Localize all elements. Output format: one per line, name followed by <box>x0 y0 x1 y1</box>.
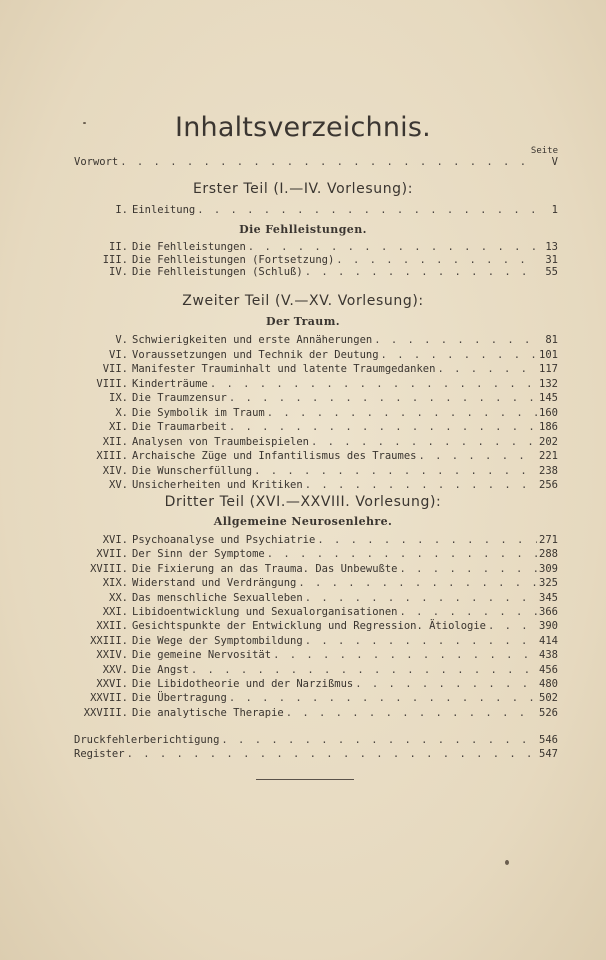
leader-dots <box>305 591 537 605</box>
leader-dots <box>273 648 537 662</box>
leader-dots <box>311 435 537 449</box>
toc-entry-page: 325 <box>539 577 558 589</box>
toc-entry[interactable] <box>74 605 558 619</box>
toc-entry-label: Die Fixierung an das Trauma. Das Unbewußte <box>132 563 398 575</box>
leader-dots <box>210 377 537 391</box>
toc-entry-label: Die Traumzensur <box>132 392 227 404</box>
toc-entry-label: Manifester Trauminhalt und latente Traumgedanken <box>132 363 436 375</box>
paper-speck <box>83 122 86 124</box>
lecture-number: XVII. <box>96 548 128 560</box>
leader-dots <box>229 691 537 705</box>
toc-entry-label: Die gemeine Nervosität <box>132 649 272 661</box>
lecture-number: XXI. <box>102 606 128 618</box>
toc-entry-page: 160 <box>539 407 558 419</box>
toc-entry-vorwort[interactable] <box>74 155 558 169</box>
toc-entry-label: Das menschliche Sexualleben <box>132 592 303 604</box>
toc-entry[interactable] <box>74 240 558 254</box>
toc-entry-label: Die Wunscherfüllung <box>132 465 253 477</box>
toc-entry-page: 101 <box>539 349 558 361</box>
lecture-number: XIX. <box>102 577 128 589</box>
toc-entry-page: 438 <box>539 649 558 661</box>
toc-entry[interactable] <box>74 562 558 576</box>
toc-entry-page: 366 <box>539 606 558 618</box>
toc-entry-page: 547 <box>539 748 558 760</box>
leader-dots <box>254 464 537 478</box>
toc-entry-page: 502 <box>539 692 558 704</box>
toc-entry-page: 480 <box>539 678 558 690</box>
toc-entry-page: 414 <box>539 635 558 647</box>
toc-entry-label: Die analytische Therapie <box>132 707 284 719</box>
toc-entry-label: Gesichtspunkte der Entwicklung und Regression. Ätiologie <box>132 620 487 632</box>
leader-dots <box>374 333 538 347</box>
toc-entry[interactable] <box>74 619 558 633</box>
toc-entry[interactable] <box>74 663 558 677</box>
toc-entry-label: Druckfehlerberichtigung <box>74 734 220 746</box>
toc-entry[interactable] <box>74 591 558 605</box>
leader-dots <box>381 348 537 362</box>
toc-entry-label: Register <box>74 748 125 760</box>
section-subheading-3: Allgemeine Neurosenlehre. <box>213 515 393 528</box>
lecture-number: X. <box>115 407 128 419</box>
toc-entry-page: 345 <box>539 592 558 604</box>
lecture-number: XX. <box>109 592 128 604</box>
leader-dots <box>400 562 538 576</box>
part-heading-2: Zweiter Teil (V.—XV. Vorlesung): <box>182 293 424 309</box>
toc-entry[interactable] <box>74 203 558 217</box>
toc-entry[interactable] <box>74 648 558 662</box>
lecture-number: XXV. <box>102 664 128 676</box>
toc-entry-page: 13 <box>545 241 558 253</box>
lecture-number: VIII. <box>96 378 128 390</box>
toc-entry-page: 221 <box>539 450 558 462</box>
toc-entry-page: V <box>551 156 558 168</box>
lecture-number: XV. <box>109 479 128 491</box>
lecture-number: XIII. <box>96 450 128 462</box>
leader-dots <box>267 547 537 561</box>
leader-dots <box>400 605 538 619</box>
toc-entry-label: Die Symbolik im Traum <box>132 407 265 419</box>
lecture-number: IX. <box>109 392 128 404</box>
lecture-number: XII. <box>102 436 128 448</box>
toc-entry-page: 526 <box>539 707 558 719</box>
toc-entry-label: Voraussetzungen und Technik der Deutung <box>132 349 379 361</box>
lecture-number: VI. <box>109 349 128 361</box>
toc-entry-label: Libidoentwicklung und Sexualorganisationen <box>132 606 398 618</box>
toc-entry-page: 186 <box>539 421 558 433</box>
toc-entry-page: 81 <box>545 334 558 346</box>
lecture-number: XXIII. <box>90 635 128 647</box>
leader-dots <box>305 634 537 648</box>
leader-dots <box>267 406 537 420</box>
toc-entry-label: Die Fehlleistungen <box>132 241 246 253</box>
toc-entry[interactable] <box>74 576 558 590</box>
toc-entry-label: Widerstand und Verdrängung <box>132 577 297 589</box>
leader-dots <box>418 449 537 463</box>
toc-entry-page: 117 <box>539 363 558 375</box>
part-heading-1: Erster Teil (I.—IV. Vorlesung): <box>192 181 414 197</box>
toc-entry[interactable] <box>74 691 558 705</box>
lecture-number: III. <box>102 254 128 266</box>
lecture-number: XXVII. <box>90 692 128 704</box>
toc-entry-label: Die Übertragung <box>132 692 227 704</box>
leader-dots <box>317 533 537 547</box>
toc-entry[interactable] <box>74 377 558 391</box>
page-title: Inhaltsverzeichnis. <box>175 112 431 143</box>
toc-entry-page: 546 <box>539 734 558 746</box>
toc-entry[interactable] <box>74 362 558 376</box>
toc-entry-back-matter[interactable] <box>74 747 558 761</box>
toc-entry-page: 456 <box>539 664 558 676</box>
lecture-number: XXII. <box>96 620 128 632</box>
closing-rule <box>256 779 354 780</box>
toc-entry-label: Die Angst <box>132 664 189 676</box>
section-subheading-2: Der Traum. <box>266 315 340 328</box>
toc-entry-page: 309 <box>539 563 558 575</box>
lecture-number: XXVI. <box>96 678 128 690</box>
toc-entry-page: 390 <box>539 620 558 632</box>
toc-entry-page: 55 <box>545 266 558 278</box>
leader-dots <box>221 733 537 747</box>
toc-entry-page: 1 <box>551 204 558 216</box>
toc-entry-label: Archaische Züge und Infantilismus des Traumes <box>132 450 417 462</box>
toc-entry[interactable] <box>74 333 558 347</box>
leader-dots <box>355 677 537 691</box>
toc-entry[interactable] <box>74 449 558 463</box>
leader-dots <box>127 747 537 761</box>
lecture-number: XVIII. <box>90 563 128 575</box>
lecture-number: V. <box>115 334 128 346</box>
toc-entry-label: Unsicherheiten und Kritiken <box>132 479 303 491</box>
toc-entry-label: Einleitung <box>132 204 196 216</box>
page-column-label: Seite <box>530 146 558 156</box>
toc-entry-page: 256 <box>539 479 558 491</box>
toc-entry-label: Vorwort <box>74 156 119 168</box>
toc-entry-page: 145 <box>539 392 558 404</box>
leader-dots <box>120 155 538 169</box>
toc-entry-back-matter[interactable] <box>74 733 558 747</box>
toc-entry-page: 288 <box>539 548 558 560</box>
toc-entry-label: Die Traumarbeit <box>132 421 227 433</box>
toc-entry[interactable] <box>74 391 558 405</box>
lecture-number: II. <box>109 241 128 253</box>
leader-dots <box>191 663 537 677</box>
leader-dots <box>305 265 538 279</box>
leader-dots <box>229 420 537 434</box>
leader-dots <box>248 240 538 254</box>
leader-dots <box>229 391 537 405</box>
toc-entry-page: 202 <box>539 436 558 448</box>
lecture-number: XVI. <box>102 534 128 546</box>
leader-dots <box>305 478 537 492</box>
toc-entry[interactable] <box>74 478 558 492</box>
toc-entry-page: 132 <box>539 378 558 390</box>
lecture-number: XXIV. <box>96 649 128 661</box>
toc-entry-page: 31 <box>545 254 558 266</box>
toc-entry[interactable] <box>74 348 558 362</box>
lecture-number: I. <box>115 204 128 216</box>
leader-dots <box>298 576 537 590</box>
toc-entry-label: Analysen von Traumbeispielen <box>132 436 310 448</box>
toc-entry-label: Kinderträume <box>132 378 208 390</box>
toc-entry-page: 238 <box>539 465 558 477</box>
lecture-number: XIV. <box>102 465 128 477</box>
toc-entry[interactable] <box>74 420 558 434</box>
toc-entry-label: Der Sinn der Symptome <box>132 548 265 560</box>
toc-entry[interactable] <box>74 406 558 420</box>
lecture-number: XXVIII. <box>83 707 128 719</box>
leader-dots <box>488 619 537 633</box>
leader-dots <box>197 203 538 217</box>
toc-entry[interactable] <box>74 464 558 478</box>
lecture-number: XI. <box>109 421 128 433</box>
lecture-number: VII. <box>102 363 128 375</box>
toc-entry[interactable] <box>74 435 558 449</box>
toc-entry-label: Die Fehlleistungen (Fortsetzung) <box>132 254 335 266</box>
toc-entry[interactable] <box>74 706 558 720</box>
section-subheading-1: Die Fehlleistungen. <box>239 223 367 236</box>
toc-entry-label: Die Libidotheorie und der Narzißmus <box>132 678 354 690</box>
leader-dots <box>286 706 537 720</box>
lecture-number: IV. <box>109 266 128 278</box>
toc-entry[interactable] <box>74 547 558 561</box>
toc-entry-label: Schwierigkeiten und erste Annäherungen <box>132 334 373 346</box>
toc-entry-label: Psychoanalyse und Psychiatrie <box>132 534 316 546</box>
toc-entry-label: Die Wege der Symptombildung <box>132 635 303 647</box>
toc-entry[interactable] <box>74 265 558 279</box>
toc-entry[interactable] <box>74 677 558 691</box>
leader-dots <box>437 362 537 376</box>
toc-entry[interactable] <box>74 533 558 547</box>
toc-entry-label: Die Fehlleistungen (Schluß) <box>132 266 303 278</box>
paper-speck <box>505 860 509 865</box>
part-heading-3: Dritter Teil (XVI.—XXVIII. Vorlesung): <box>164 494 442 510</box>
toc-entry-page: 271 <box>539 534 558 546</box>
toc-entry[interactable] <box>74 634 558 648</box>
